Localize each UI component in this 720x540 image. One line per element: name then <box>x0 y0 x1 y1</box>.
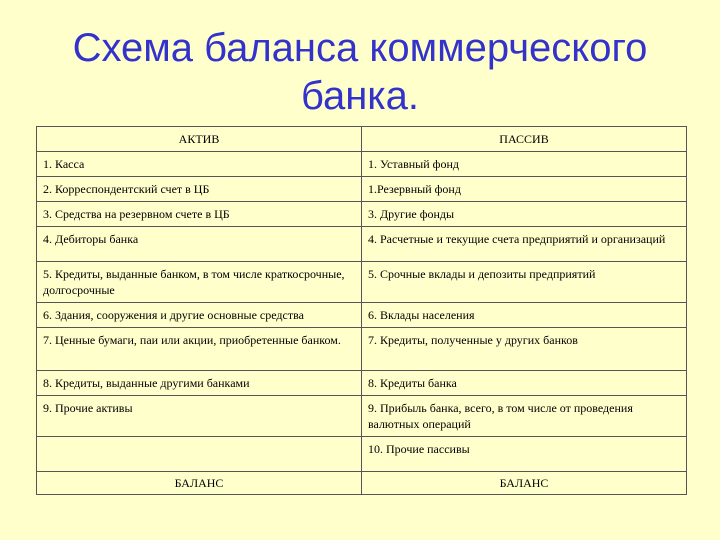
asset-cell: 9. Прочие активы <box>37 396 362 437</box>
liability-cell: 8. Кредиты банка <box>362 371 687 396</box>
liabilities-total: БАЛАНС <box>362 472 687 495</box>
asset-cell: 8. Кредиты, выданные другими банками <box>37 371 362 396</box>
table-row <box>37 328 687 371</box>
asset-cell: 1. Касса <box>37 152 362 177</box>
liability-cell: 1.Резервный фонд <box>362 177 687 202</box>
table-row <box>37 227 687 262</box>
liability-cell: 3. Другие фонды <box>362 202 687 227</box>
assets-total: БАЛАНС <box>37 472 362 495</box>
liability-cell: 4. Расчетные и текущие счета предприятий и организаций <box>362 227 687 262</box>
asset-cell <box>37 437 362 472</box>
totals-row <box>37 472 687 495</box>
asset-cell: 5. Кредиты, выданные банком, в том числе краткосрочные, долгосрочные <box>37 262 362 303</box>
asset-cell: 3. Средства на резервном счете в ЦБ <box>37 202 362 227</box>
table-header-row <box>37 127 687 152</box>
asset-cell: 7. Ценные бумаги, паи или акции, приобретенные банком. <box>37 328 362 371</box>
liability-cell: 1. Уставный фонд <box>362 152 687 177</box>
table-row <box>37 262 687 303</box>
asset-cell: 6. Здания, сооружения и другие основные средства <box>37 303 362 328</box>
table-row <box>37 371 687 396</box>
table-row <box>37 177 687 202</box>
balance-table <box>36 126 687 495</box>
liabilities-header: ПАССИВ <box>362 127 687 152</box>
table-row <box>37 437 687 472</box>
table-row <box>37 396 687 437</box>
liability-cell: 9. Прибыль банка, всего, в том числе от проведения валютных операций <box>362 396 687 437</box>
assets-header: АКТИВ <box>37 127 362 152</box>
table-row <box>37 152 687 177</box>
slide-title: Схема баланса коммерческого банка. <box>72 26 648 118</box>
table-row <box>37 202 687 227</box>
liability-cell: 10. Прочие пассивы <box>362 437 687 472</box>
liability-cell: 5. Срочные вклады и депозиты предприятий <box>362 262 687 303</box>
liability-cell: 7. Кредиты, полученные у других банков <box>362 328 687 371</box>
liability-cell: 6. Вклады населения <box>362 303 687 328</box>
asset-cell: 4. Дебиторы банка <box>37 227 362 262</box>
table-row <box>37 303 687 328</box>
asset-cell: 2. Корреспондентский счет в ЦБ <box>37 177 362 202</box>
